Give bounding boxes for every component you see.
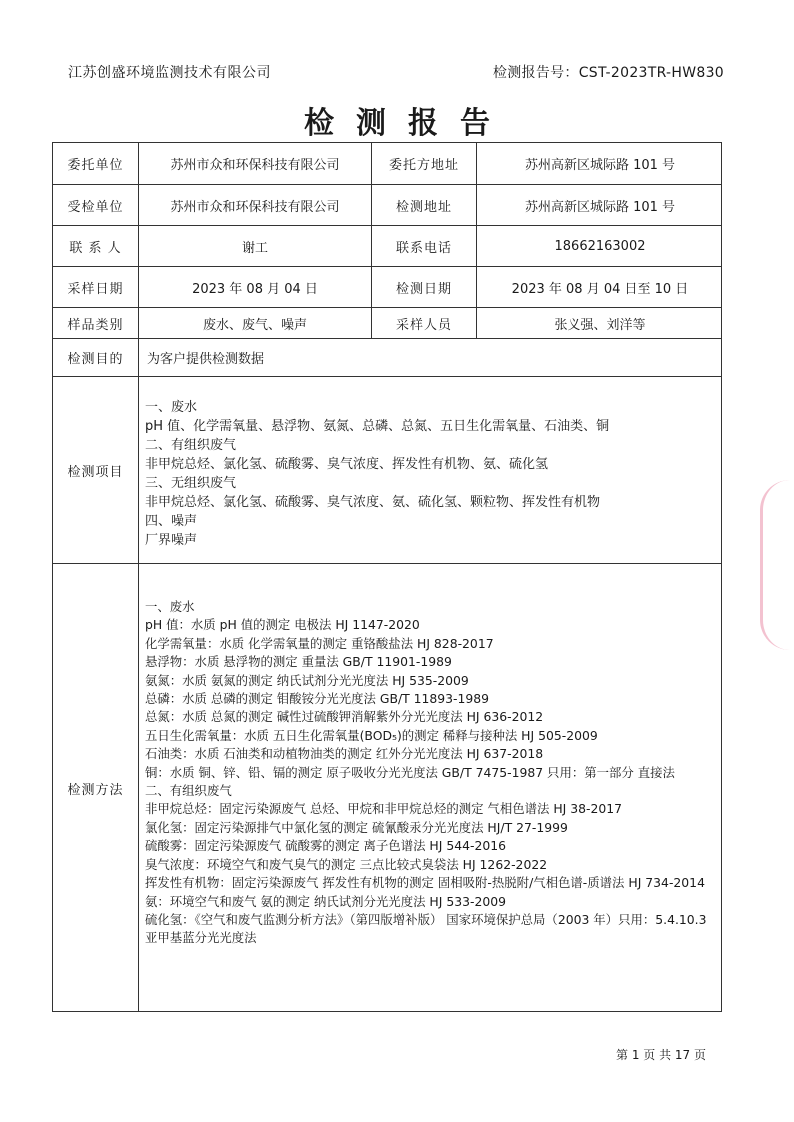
value-phone: 18662163002 — [554, 238, 646, 254]
list-item: 一、废水 — [145, 400, 198, 415]
label-test-address: 检测地址 — [395, 199, 452, 215]
value-contact: 谢工 — [241, 240, 268, 256]
items-list — [145, 398, 713, 550]
label-sample-type: 样品类别 — [67, 317, 124, 333]
label-test-date: 检测日期 — [395, 281, 452, 297]
label-items: 检测项目 — [67, 464, 124, 480]
list-item: 总磷：水质 总磷的测定 钼酸铵分光光度法 GB/T 11893-1989 — [145, 691, 490, 707]
value-test-date: 2023 年 08 月 04 日至 10 日 — [511, 281, 689, 297]
value-purpose: 为客户提供检测数据 — [147, 352, 265, 367]
list-item: 氨氮：水质 氨氮的测定 纳氏试剂分光光度法 HJ 535-2009 — [145, 672, 469, 688]
label-client-address: 委托方地址 — [388, 158, 459, 173]
list-item: 硫化氢：《空气和废气监测分析方法》（第四版增补版） 国家环境保护总局（2003 年）只用：5.4.10.3 亚甲基蓝分光光度法 — [145, 911, 707, 946]
label-sampler: 采样人员 — [395, 317, 452, 333]
list-item: 总氮：水质 总氮的测定 碱性过硫酸钾消解紫外分光光度法 HJ 636-2012 — [145, 709, 544, 725]
stamp-mark — [760, 480, 793, 650]
label-client: 委托单位 — [67, 158, 124, 173]
list-item: 二、有组织废气 — [145, 783, 232, 799]
list-item: 一、废水 — [145, 599, 195, 614]
label-phone: 联系电话 — [395, 240, 452, 256]
list-item: 氨：环境空气和废气 氨的测定 纳氏试剂分光光度法 HJ 533-2009 — [145, 893, 506, 909]
methods-list — [145, 598, 713, 948]
list-item: 三、无组织废气 — [145, 476, 237, 491]
list-item: 石油类：水质 石油类和动植物油类的测定 红外分光光度法 HJ 637-2018 — [145, 746, 544, 762]
page-number: 第 1 页 共 17 页 — [616, 1048, 706, 1062]
list-item: 化学需氧量：水质 化学需氧量的测定 重铬酸盐法 HJ 828-2017 — [145, 635, 494, 651]
list-item: 四、噪声 — [145, 514, 198, 529]
page-title: 检测报告 — [304, 106, 512, 141]
list-item: 挥发性有机物：固定污染源废气 挥发性有机物的测定 固相吸附-热脱附/气相色谱-质谱法 HJ 734-2014 — [145, 875, 705, 891]
value-client: 苏州市众和环保科技有限公司 — [170, 158, 340, 173]
label-contact: 联 系 人 — [69, 240, 122, 256]
list-item: pH 值、化学需氧量、悬浮物、氨氮、总磷、总氮、五日生化需氧量、石油类、铜 — [145, 419, 610, 434]
label-sample-date: 采样日期 — [67, 281, 124, 297]
list-item: 铜：水质 铜、锌、铅、镉的测定 原子吸收分光光度法 GB/T 7475-1987 只用：第一部分 直接法 — [145, 764, 675, 780]
list-item: pH 值：水质 pH 值的测定 电极法 HJ 1147-2020 — [145, 617, 420, 633]
label-inspected: 受检单位 — [67, 199, 124, 215]
value-sample-date: 2023 年 08 月 04 日 — [192, 281, 318, 297]
report-table — [52, 142, 722, 1012]
value-sample-type: 废水、废气、噪声 — [202, 317, 307, 333]
value-client-address: 苏州高新区城际路 101 号 — [524, 158, 676, 173]
list-item: 臭气浓度：环境空气和废气臭气的测定 三点比较式臭袋法 HJ 1262-2022 — [145, 856, 548, 872]
list-item: 五日生化需氧量：水质 五日生化需氧量(BOD₅)的测定 稀释与接种法 HJ 505-2009 — [145, 727, 598, 743]
list-item: 硫酸雾：固定污染源废气 硫酸雾的测定 离子色谱法 HJ 544-2016 — [145, 838, 506, 854]
list-item: 悬浮物：水质 悬浮物的测定 重量法 GB/T 11901-1989 — [145, 654, 452, 670]
list-item: 非甲烷总烃、氯化氢、硫酸雾、臭气浓度、挥发性有机物、氨、硫化氢 — [145, 457, 549, 472]
company-name: 江苏创盛环境监测技术有限公司 — [68, 65, 271, 81]
value-test-address: 苏州高新区城际路 101 号 — [524, 199, 676, 215]
report-number: 检测报告号：CST-2023TR-HW830 — [492, 65, 724, 81]
label-purpose: 检测目的 — [67, 352, 124, 367]
list-item: 氯化氢：固定污染源排气中氯化氢的测定 硫氰酸汞分光光度法 HJ/T 27-1999 — [145, 819, 568, 835]
label-methods: 检测方法 — [67, 782, 124, 798]
list-item: 二、有组织废气 — [145, 438, 237, 453]
list-item: 非甲烷总烃：固定污染源废气 总烃、甲烷和非甲烷总烃的测定 气相色谱法 HJ 38-2017 — [145, 801, 622, 817]
list-item: 厂界噪声 — [145, 533, 198, 548]
value-sampler: 张义强、刘洋等 — [554, 317, 646, 333]
list-item: 非甲烷总烃、氯化氢、硫酸雾、臭气浓度、氨、硫化氢、颗粒物、挥发性有机物 — [145, 495, 601, 510]
value-inspected: 苏州市众和环保科技有限公司 — [170, 199, 340, 215]
